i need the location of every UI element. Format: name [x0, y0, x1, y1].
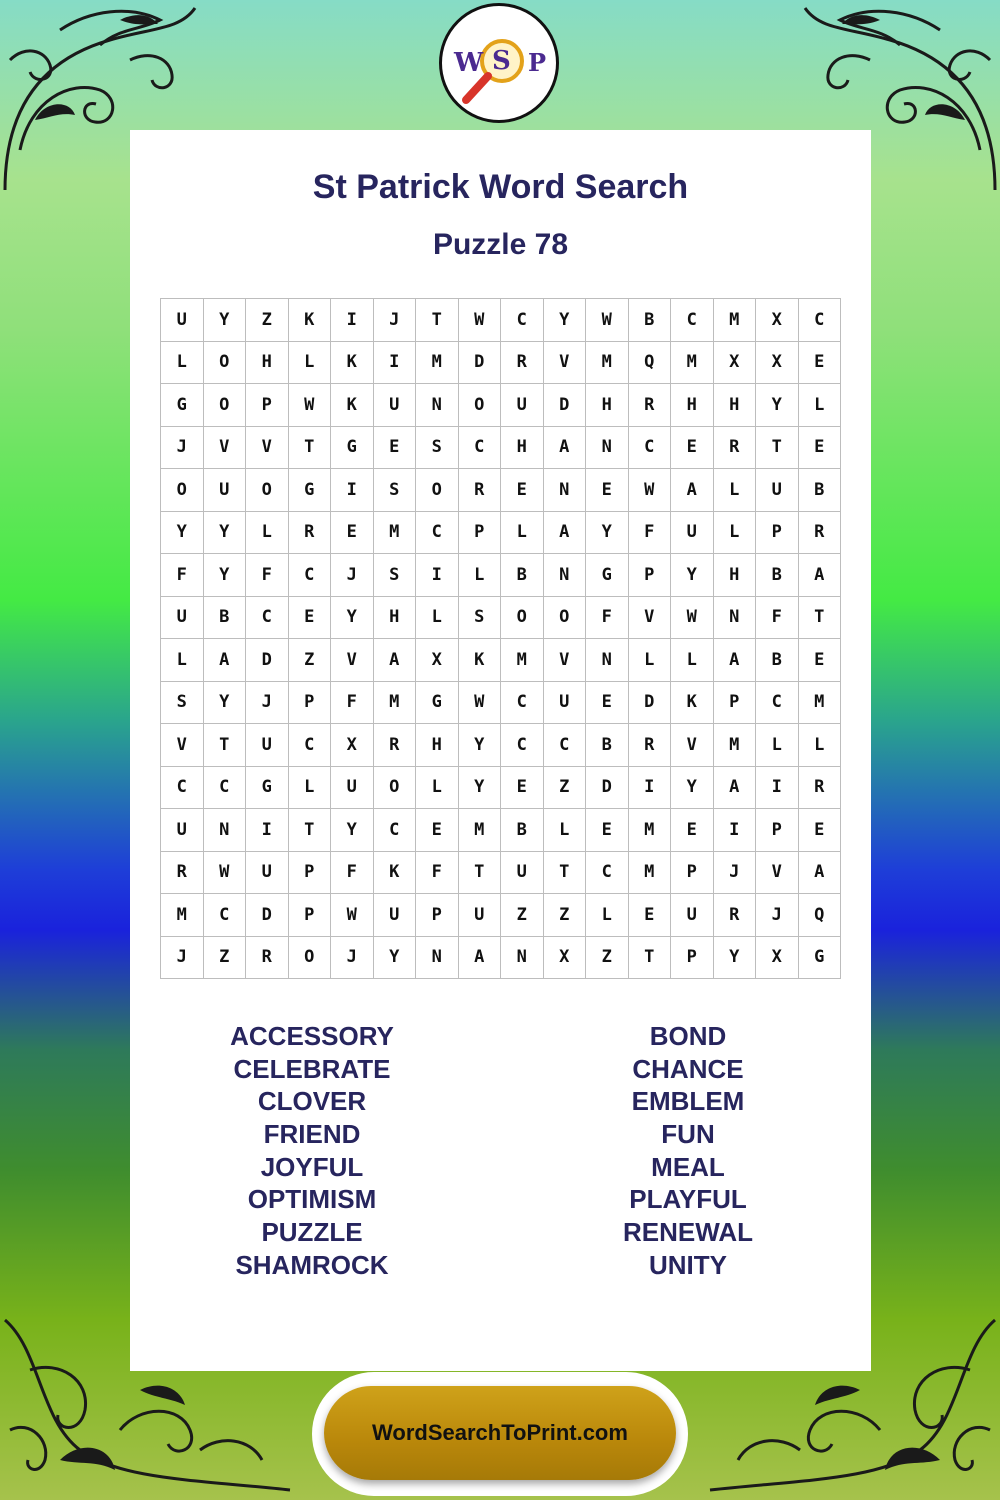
grid-cell[interactable]: V [544, 342, 587, 385]
grid-cell[interactable]: F [586, 597, 629, 640]
grid-cell[interactable]: U [246, 852, 289, 895]
grid-cell[interactable]: O [246, 469, 289, 512]
grid-cell[interactable]: J [714, 852, 757, 895]
grid-cell[interactable]: P [246, 384, 289, 427]
grid-cell[interactable]: K [671, 682, 714, 725]
website-link-button[interactable] [324, 1386, 676, 1480]
word-item: BOND [649, 1021, 727, 1051]
grid-cell[interactable]: A [204, 639, 247, 682]
grid-cell[interactable]: W [204, 852, 247, 895]
grid-cell[interactable]: A [544, 427, 587, 470]
grid-cell[interactable]: P [289, 894, 332, 937]
grid-cell[interactable]: E [799, 342, 842, 385]
grid-cell[interactable]: N [544, 554, 587, 597]
grid-cell[interactable]: X [714, 342, 757, 385]
grid-cell[interactable]: A [671, 469, 714, 512]
grid-cell[interactable]: G [289, 469, 332, 512]
grid-cell[interactable]: I [331, 469, 374, 512]
grid-cell[interactable]: S [161, 682, 204, 725]
page-title: St Patrick Word Search [312, 168, 689, 206]
grid-cell[interactable]: J [331, 554, 374, 597]
grid-cell[interactable]: S [374, 554, 417, 597]
word-item: CLOVER [257, 1086, 367, 1117]
grid-cell[interactable]: X [331, 724, 374, 767]
grid-cell[interactable]: T [799, 597, 842, 640]
grid-cell[interactable]: Y [459, 724, 502, 767]
grid-cell[interactable]: R [714, 894, 757, 937]
grid-cell[interactable]: E [799, 809, 842, 852]
grid-cell[interactable]: C [586, 852, 629, 895]
grid-cell[interactable]: A [714, 767, 757, 810]
grid-cell[interactable]: F [416, 852, 459, 895]
grid-cell[interactable]: V [671, 724, 714, 767]
grid-cell[interactable]: T [289, 809, 332, 852]
grid-cell[interactable]: O [374, 767, 417, 810]
grid-cell[interactable]: U [331, 767, 374, 810]
grid-cell[interactable]: P [629, 554, 672, 597]
grid-cell[interactable]: I [756, 767, 799, 810]
grid-cell[interactable]: L [799, 384, 842, 427]
grid-cell[interactable]: Z [289, 639, 332, 682]
grid-cell[interactable]: E [629, 894, 672, 937]
grid-cell[interactable]: V [246, 427, 289, 470]
grid-cell[interactable]: Y [331, 597, 374, 640]
grid-cell[interactable]: Y [204, 554, 247, 597]
grid-cell[interactable]: L [671, 639, 714, 682]
grid-cell[interactable]: U [161, 299, 204, 342]
grid-cell[interactable]: O [161, 469, 204, 512]
grid-cell[interactable]: T [756, 427, 799, 470]
grid-cell[interactable]: R [459, 469, 502, 512]
word-list [130, 1020, 871, 1290]
grid-cell[interactable]: I [416, 554, 459, 597]
grid-cell[interactable]: L [246, 512, 289, 555]
grid-cell[interactable]: H [416, 724, 459, 767]
grid-cell[interactable]: F [331, 682, 374, 725]
grid-cell[interactable]: C [501, 724, 544, 767]
grid-cell[interactable]: I [629, 767, 672, 810]
grid-cell[interactable]: C [246, 597, 289, 640]
grid-cell[interactable]: W [459, 682, 502, 725]
grid-cell[interactable]: B [501, 809, 544, 852]
word-list-left [162, 1020, 462, 1282]
word-item: MEAL [651, 1151, 725, 1182]
grid-cell[interactable]: B [799, 469, 842, 512]
grid-cell[interactable]: M [374, 512, 417, 555]
grid-cell[interactable]: E [416, 809, 459, 852]
grid-cell[interactable]: T [416, 299, 459, 342]
grid-cell[interactable]: M [714, 724, 757, 767]
word-item: SHAMROCK [235, 1249, 389, 1280]
grid-cell[interactable]: E [586, 682, 629, 725]
grid-cell[interactable]: L [161, 342, 204, 385]
grid-cell[interactable]: U [204, 469, 247, 512]
grid-cell[interactable]: W [629, 469, 672, 512]
grid-cell[interactable]: Z [501, 894, 544, 937]
grid-cell[interactable]: O [544, 597, 587, 640]
grid-cell[interactable]: D [629, 682, 672, 725]
grid-cell[interactable]: C [544, 724, 587, 767]
grid-cell[interactable]: K [331, 384, 374, 427]
grid-cell[interactable]: F [161, 554, 204, 597]
grid-cell[interactable]: L [161, 639, 204, 682]
grid-cell[interactable]: L [799, 724, 842, 767]
grid-cell[interactable]: J [374, 299, 417, 342]
grid-cell[interactable]: R [374, 724, 417, 767]
grid-cell[interactable]: U [501, 852, 544, 895]
grid-cell[interactable]: D [544, 384, 587, 427]
grid-cell[interactable]: W [586, 299, 629, 342]
grid-cell[interactable]: G [799, 937, 842, 980]
grid-cell[interactable]: I [246, 809, 289, 852]
grid-cell[interactable]: R [629, 724, 672, 767]
grid-cell[interactable]: L [756, 724, 799, 767]
grid-cell[interactable]: G [416, 682, 459, 725]
grid-cell[interactable]: T [204, 724, 247, 767]
grid-cell[interactable]: S [416, 427, 459, 470]
logo-letter-p: P [528, 48, 547, 77]
grid-cell[interactable]: U [459, 894, 502, 937]
grid-cell[interactable]: L [544, 809, 587, 852]
grid-cell[interactable]: A [714, 639, 757, 682]
puzzle-card [130, 130, 871, 1371]
grid-cell[interactable]: C [501, 299, 544, 342]
grid-cell[interactable]: F [246, 554, 289, 597]
grid-cell[interactable]: L [714, 512, 757, 555]
grid-cell[interactable]: U [544, 682, 587, 725]
grid-cell[interactable]: T [459, 852, 502, 895]
grid-cell[interactable]: K [459, 639, 502, 682]
grid-cell[interactable]: U [501, 384, 544, 427]
grid-cell[interactable]: J [756, 894, 799, 937]
grid-cell[interactable]: Y [586, 512, 629, 555]
grid-cell[interactable]: E [289, 597, 332, 640]
grid-cell[interactable]: G [586, 554, 629, 597]
grid-cell[interactable]: X [756, 937, 799, 980]
grid-cell[interactable]: X [544, 937, 587, 980]
grid-cell[interactable]: E [799, 639, 842, 682]
website-link-label: WordSearchToPrint.com [372, 1420, 628, 1445]
grid-cell[interactable]: G [331, 427, 374, 470]
grid-cell[interactable]: Y [204, 512, 247, 555]
grid-cell[interactable]: U [756, 469, 799, 512]
grid-cell[interactable]: O [204, 384, 247, 427]
grid-cell[interactable]: O [416, 469, 459, 512]
grid-cell[interactable]: C [671, 299, 714, 342]
grid-cell[interactable]: E [501, 469, 544, 512]
grid-cell[interactable]: W [459, 299, 502, 342]
grid-cell[interactable]: Y [714, 937, 757, 980]
grid-cell[interactable]: C [799, 299, 842, 342]
grid-cell[interactable]: R [799, 767, 842, 810]
grid-cell[interactable]: O [289, 937, 332, 980]
grid-cell[interactable]: C [629, 427, 672, 470]
word-item: FUN [661, 1119, 715, 1150]
logo-letter-w: W [454, 48, 484, 78]
grid-cell[interactable]: R [161, 852, 204, 895]
grid-cell[interactable]: X [416, 639, 459, 682]
grid-cell[interactable]: R [629, 384, 672, 427]
grid-cell[interactable]: H [374, 597, 417, 640]
grid-cell[interactable]: F [756, 597, 799, 640]
grid-cell[interactable]: N [416, 384, 459, 427]
grid-cell[interactable]: V [331, 639, 374, 682]
grid-cell[interactable]: I [331, 299, 374, 342]
grid-cell[interactable]: Y [161, 512, 204, 555]
word-item: FRIEND [263, 1119, 361, 1150]
grid-cell[interactable]: P [671, 937, 714, 980]
grid-cell[interactable]: I [714, 809, 757, 852]
grid-cell[interactable]: C [459, 427, 502, 470]
grid-cell[interactable]: C [501, 682, 544, 725]
grid-cell[interactable]: U [671, 512, 714, 555]
grid-cell[interactable]: F [331, 852, 374, 895]
puzzle-number: Puzzle 78 [432, 228, 569, 261]
grid-cell[interactable]: B [756, 639, 799, 682]
grid-cell[interactable]: X [756, 299, 799, 342]
grid-cell[interactable]: E [501, 767, 544, 810]
grid-cell[interactable]: L [586, 894, 629, 937]
grid-cell[interactable]: Z [246, 299, 289, 342]
grid-cell[interactable]: M [629, 809, 672, 852]
grid-cell[interactable]: K [374, 852, 417, 895]
grid-cell[interactable]: W [671, 597, 714, 640]
logo-letter-s: S [492, 46, 511, 76]
grid-cell[interactable]: P [756, 809, 799, 852]
grid-cell[interactable]: P [756, 512, 799, 555]
grid-cell[interactable]: P [671, 852, 714, 895]
word-item: CELEBRATE [233, 1053, 391, 1084]
word-item: OPTIMISM [247, 1184, 377, 1215]
grid-cell[interactable]: D [246, 894, 289, 937]
grid-cell[interactable]: Y [544, 299, 587, 342]
grid-cell[interactable]: L [289, 767, 332, 810]
grid-cell[interactable]: D [459, 342, 502, 385]
grid-cell[interactable]: B [756, 554, 799, 597]
grid-cell[interactable]: Y [671, 767, 714, 810]
word-item: EMBLEM [631, 1086, 745, 1117]
grid-cell[interactable]: M [161, 894, 204, 937]
grid-cell[interactable]: M [629, 852, 672, 895]
grid-cell[interactable]: H [714, 384, 757, 427]
grid-cell[interactable]: U [374, 894, 417, 937]
grid-cell[interactable]: H [714, 554, 757, 597]
grid-cell[interactable]: E [374, 427, 417, 470]
word-item: PLAYFUL [629, 1184, 747, 1215]
grid-cell[interactable]: Y [459, 767, 502, 810]
word-item: PUZZLE [261, 1217, 363, 1248]
grid-cell[interactable]: Y [374, 937, 417, 980]
site-logo[interactable] [439, 3, 559, 123]
grid-cell[interactable]: R [246, 937, 289, 980]
grid-cell[interactable]: N [416, 937, 459, 980]
footer [312, 1372, 688, 1496]
grid-cell[interactable]: L [289, 342, 332, 385]
word-item: RENEWAL [623, 1217, 753, 1248]
grid-cell[interactable]: K [289, 299, 332, 342]
grid-cell[interactable]: C [204, 894, 247, 937]
grid-cell[interactable]: Y [204, 299, 247, 342]
grid-cell[interactable]: U [161, 809, 204, 852]
grid-cell[interactable]: C [416, 512, 459, 555]
word-item: ACCESSORY [230, 1021, 394, 1051]
grid-cell[interactable]: C [289, 554, 332, 597]
grid-cell[interactable]: Z [544, 767, 587, 810]
grid-cell[interactable]: J [161, 427, 204, 470]
grid-cell[interactable]: U [671, 894, 714, 937]
grid-cell[interactable]: L [416, 767, 459, 810]
grid-cell[interactable]: A [459, 937, 502, 980]
grid-cell[interactable]: L [459, 554, 502, 597]
grid-cell[interactable]: X [756, 342, 799, 385]
grid-cell[interactable]: U [374, 384, 417, 427]
grid-cell[interactable]: M [374, 682, 417, 725]
grid-cell[interactable]: V [204, 427, 247, 470]
grid-cell[interactable]: W [289, 384, 332, 427]
grid-cell[interactable]: Y [756, 384, 799, 427]
grid-cell[interactable]: C [289, 724, 332, 767]
grid-cell[interactable]: B [204, 597, 247, 640]
grid-cell[interactable]: V [544, 639, 587, 682]
grid-cell[interactable]: N [586, 427, 629, 470]
grid-cell[interactable]: T [629, 937, 672, 980]
grid-cell[interactable]: P [416, 894, 459, 937]
grid-cell[interactable]: M [416, 342, 459, 385]
grid-cell[interactable]: H [246, 342, 289, 385]
grid-cell[interactable]: R [501, 342, 544, 385]
grid-cell[interactable]: C [161, 767, 204, 810]
grid-cell[interactable]: G [161, 384, 204, 427]
grid-cell[interactable]: A [374, 639, 417, 682]
grid-cell[interactable]: N [204, 809, 247, 852]
grid-cell[interactable]: B [501, 554, 544, 597]
grid-cell[interactable]: D [586, 767, 629, 810]
grid-cell[interactable]: P [714, 682, 757, 725]
grid-cell[interactable]: O [501, 597, 544, 640]
grid-cell[interactable]: H [501, 427, 544, 470]
grid-cell[interactable]: M [586, 342, 629, 385]
grid-cell[interactable]: S [459, 597, 502, 640]
grid-cell[interactable]: E [671, 427, 714, 470]
grid-cell[interactable]: C [374, 809, 417, 852]
grid-cell[interactable]: R [289, 512, 332, 555]
grid-cell[interactable]: L [714, 469, 757, 512]
grid-cell[interactable]: Z [586, 937, 629, 980]
grid-cell[interactable]: M [459, 809, 502, 852]
word-item: UNITY [649, 1249, 727, 1280]
grid-cell[interactable]: E [586, 809, 629, 852]
grid-cell[interactable]: M [671, 342, 714, 385]
grid-cell[interactable]: Q [799, 894, 842, 937]
grid-cell[interactable]: W [331, 894, 374, 937]
grid-cell[interactable]: E [799, 427, 842, 470]
grid-cell[interactable]: Y [331, 809, 374, 852]
grid-cell[interactable]: S [374, 469, 417, 512]
letter-grid [160, 298, 841, 979]
grid-cell[interactable]: H [671, 384, 714, 427]
grid-cell[interactable]: C [756, 682, 799, 725]
grid-cell[interactable]: L [501, 512, 544, 555]
grid-cell[interactable]: E [586, 469, 629, 512]
grid-cell[interactable]: P [289, 682, 332, 725]
grid-cell[interactable]: J [331, 937, 374, 980]
grid-cell[interactable]: A [544, 512, 587, 555]
grid-cell[interactable]: M [501, 639, 544, 682]
grid-cell[interactable]: O [459, 384, 502, 427]
grid-cell[interactable]: V [161, 724, 204, 767]
grid-cell[interactable]: T [544, 852, 587, 895]
grid-cell[interactable]: H [586, 384, 629, 427]
grid-cell[interactable]: Q [629, 342, 672, 385]
grid-cell[interactable]: U [246, 724, 289, 767]
grid-cell[interactable]: V [629, 597, 672, 640]
grid-cell[interactable]: B [629, 299, 672, 342]
grid-cell[interactable]: G [246, 767, 289, 810]
grid-cell[interactable]: E [671, 809, 714, 852]
grid-cell[interactable]: N [501, 937, 544, 980]
word-list-right [538, 1020, 838, 1282]
grid-cell[interactable]: D [246, 639, 289, 682]
grid-cell[interactable]: C [204, 767, 247, 810]
grid-cell[interactable]: F [629, 512, 672, 555]
word-item: CHANCE [632, 1053, 744, 1084]
grid-cell[interactable]: P [459, 512, 502, 555]
grid-cell[interactable]: M [799, 682, 842, 725]
grid-cell[interactable]: R [714, 427, 757, 470]
grid-cell[interactable]: T [289, 427, 332, 470]
grid-cell[interactable]: O [204, 342, 247, 385]
word-item: JOYFUL [260, 1151, 364, 1182]
grid-cell[interactable]: Z [544, 894, 587, 937]
grid-cell[interactable]: N [544, 469, 587, 512]
grid-cell[interactable]: P [289, 852, 332, 895]
grid-cell[interactable]: B [586, 724, 629, 767]
grid-cell[interactable]: A [799, 852, 842, 895]
grid-cell[interactable]: A [799, 554, 842, 597]
grid-cell[interactable]: K [331, 342, 374, 385]
grid-cell[interactable]: Y [204, 682, 247, 725]
grid-cell[interactable]: N [586, 639, 629, 682]
grid-cell[interactable]: Z [204, 937, 247, 980]
grid-cell[interactable]: L [416, 597, 459, 640]
grid-cell[interactable]: Y [671, 554, 714, 597]
grid-cell[interactable]: L [629, 639, 672, 682]
grid-cell[interactable]: V [756, 852, 799, 895]
grid-cell[interactable]: M [714, 299, 757, 342]
grid-cell[interactable]: E [331, 512, 374, 555]
grid-cell[interactable]: R [799, 512, 842, 555]
grid-cell[interactable]: J [246, 682, 289, 725]
grid-cell[interactable]: N [714, 597, 757, 640]
grid-cell[interactable]: J [161, 937, 204, 980]
grid-cell[interactable]: I [374, 342, 417, 385]
grid-cell[interactable]: U [161, 597, 204, 640]
